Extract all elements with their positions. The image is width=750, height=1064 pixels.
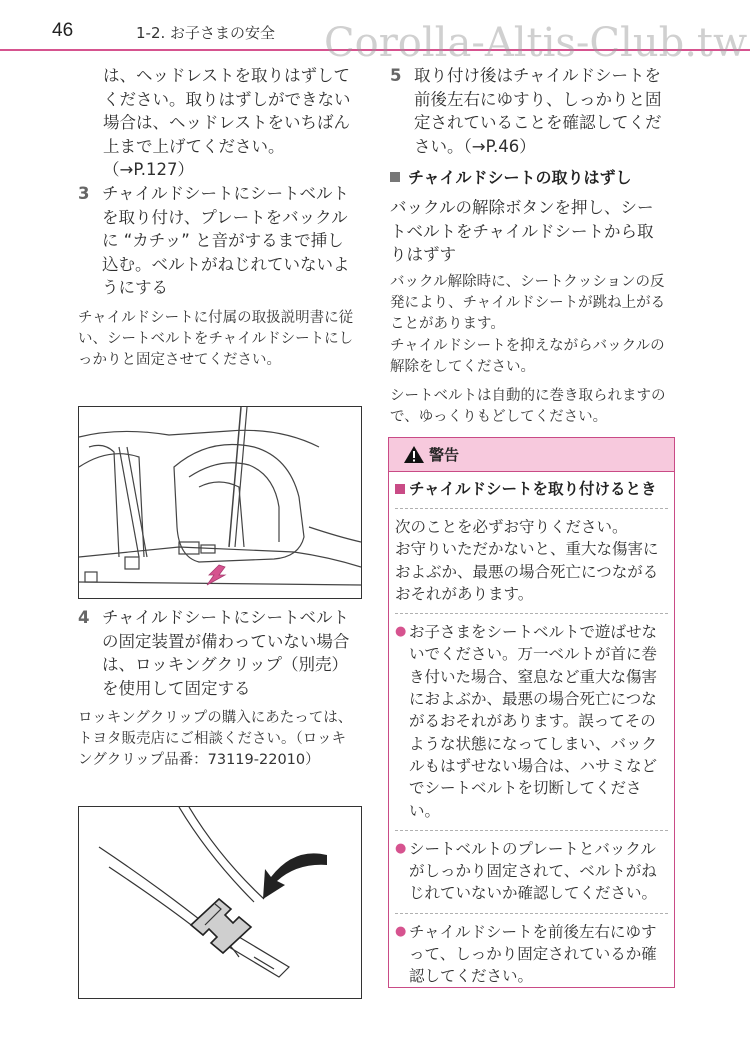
arrow-icon xyxy=(207,565,225,585)
step-4-number: 4 xyxy=(78,608,90,627)
removal-heading xyxy=(390,165,670,188)
page-number: 46 xyxy=(52,20,74,41)
square-bullet-icon xyxy=(395,484,405,494)
dashed-divider xyxy=(395,613,668,614)
warning-bullet xyxy=(395,838,668,905)
step-5-text: 取り付け後はチャイルドシートを前後左右にゆすり、しっかりと固定されていることを確認してください。（→P.46） xyxy=(414,66,662,156)
child-seat-installation-illustration xyxy=(78,406,362,599)
warning-title xyxy=(395,478,668,500)
removal-note-3: シートベルトは自動的に巻き取られますので、ゆっくりもどしてください。 xyxy=(390,388,666,425)
step-3-number: 3 xyxy=(78,184,90,203)
dashed-divider xyxy=(395,913,668,914)
bullet-dot-icon: ● xyxy=(395,923,407,939)
warning-title-text: チャイルドシートを取り付けるとき xyxy=(409,480,657,498)
step-4 xyxy=(78,606,358,700)
step-3 xyxy=(78,182,358,300)
step-5-number: 5 xyxy=(390,66,402,85)
step-3-text: チャイルドシートにシートベルトを取り付け、プレートをバックルに “カチッ” と音がするまで挿し込む。ベルトがねじれていないようにする xyxy=(102,184,350,297)
removal-note-2: チャイルドシートを抑えながらバックルの解除をしてください。 xyxy=(390,338,665,375)
warning-box xyxy=(388,437,675,988)
intro-paragraph: は、ヘッドレストを取りはずしてください。取りはずしができない場合は、ヘッドレストをいちばん上まで上げてください。（→P.127） xyxy=(103,66,351,179)
square-bullet-icon xyxy=(390,172,400,182)
warning-intro-1: 次のことを必ずお守りください。 xyxy=(395,518,628,536)
watermark: Corolla-Altis-Club.tw xyxy=(324,20,748,66)
warning-bullet-text: シートベルトのプレートとバックルがしっかり固定されて、ベルトがねじれていないか確認してください。 xyxy=(409,839,658,903)
removal-instruction: バックルの解除ボタンを押し、シートベルトをチャイルドシートから取りはずす xyxy=(390,198,654,264)
step-3-note: チャイルドシートに付属の取扱説明書に従い、シートベルトをチャイルドシートにしっかりと固定させてください。 xyxy=(78,310,354,368)
locking-clip-illustration xyxy=(78,806,362,999)
warning-bullet-text: お子さまをシートベルトで遊ばせないでください。万一ベルトが首に巻き付いた場合、窒息など重大な傷害におよぶか、最悪の場合死亡につながるおそれがあります。誤ってそのような状態になってしまい、バックルもはずせない場合は、ハサミなどでシートベルトを切断してください。 xyxy=(409,623,658,820)
child-seat-drawing xyxy=(79,407,361,598)
dashed-divider xyxy=(395,508,668,509)
step-5 xyxy=(390,64,668,158)
removal-heading-text: チャイルドシートの取りはずし xyxy=(408,168,632,187)
warning-bullet xyxy=(395,921,668,988)
locking-clip-drawing xyxy=(79,807,361,998)
bullet-dot-icon: ● xyxy=(395,840,407,856)
step-4-note: ロッキングクリップの購入にあたっては、トヨタ販売店にご相談ください。（ロッキングクリップ品番：73119-22010） xyxy=(78,710,353,768)
arrow-icon xyxy=(263,853,327,899)
step-4-text: チャイルドシートにシートベルトの固定装置が備わっていない場合は、ロッキングクリップ（別売）を使用して固定する xyxy=(102,608,350,698)
warning-bullet xyxy=(395,621,668,822)
section-title: 1-2. お子さまの安全 xyxy=(136,24,276,42)
bullet-dot-icon: ● xyxy=(395,624,407,640)
warning-label: 警告 xyxy=(429,446,460,464)
warning-bullet-text: チャイルドシートを前後左右にゆすって、しっかり固定されているか確認してください。 xyxy=(409,922,657,986)
dashed-divider xyxy=(395,830,668,831)
warning-triangle-icon xyxy=(403,445,425,464)
removal-note-1: バックル解除時に、シートクッションの反発により、チャイルドシートが跳ね上がることがあります。 xyxy=(390,274,666,332)
warning-header xyxy=(389,438,674,472)
warning-intro-2: お守りいただかないと、重大な傷害におよぶか、最悪の場合死亡につながるおそれがあります。 xyxy=(395,540,659,603)
